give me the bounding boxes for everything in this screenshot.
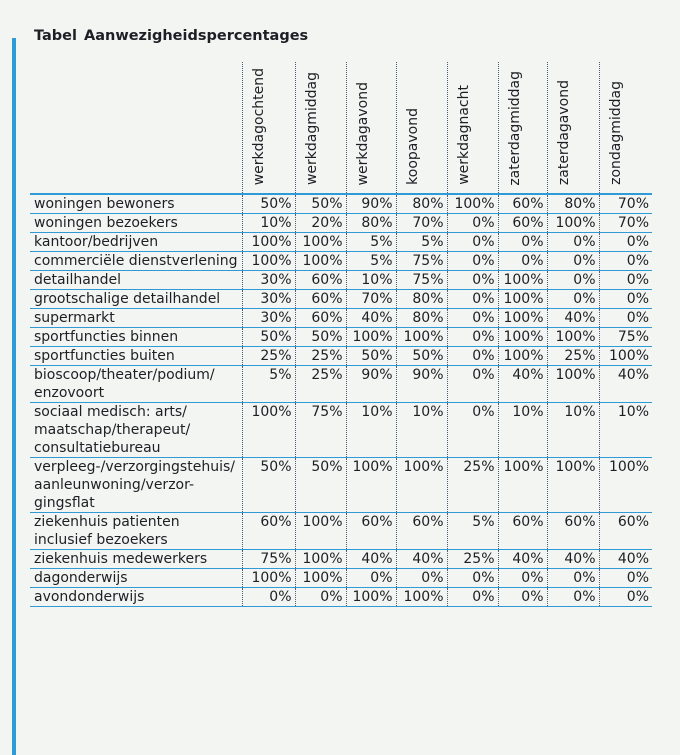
column-header <box>447 62 498 194</box>
table-row <box>30 347 652 366</box>
row-label: ziekenhuis medewerkers <box>30 550 242 569</box>
table-cell: 0% <box>498 233 547 252</box>
table-cell: 100% <box>498 271 547 290</box>
table-cell: 75% <box>396 252 447 271</box>
table-cell: 100% <box>547 458 599 513</box>
table-cell: 100% <box>498 290 547 309</box>
row-label: sociaal medisch: arts/ maatschap/therapeut/ consultatiebureau <box>30 403 242 458</box>
column-header <box>396 62 447 194</box>
table-cell: 0% <box>396 569 447 588</box>
table-row <box>30 214 652 233</box>
column-header-label: werkdagnacht <box>455 85 472 186</box>
table-cell: 100% <box>547 328 599 347</box>
table-cell: 40% <box>547 550 599 569</box>
table-cell: 70% <box>599 194 652 214</box>
table-cell: 0% <box>599 569 652 588</box>
table-row <box>30 194 652 214</box>
table-cell: 60% <box>547 513 599 550</box>
table-cell: 0% <box>346 569 396 588</box>
table-cell: 0% <box>547 569 599 588</box>
table-cell: 40% <box>346 309 396 328</box>
table-title <box>34 28 308 44</box>
table-cell: 0% <box>547 252 599 271</box>
table-cell: 0% <box>599 309 652 328</box>
table-cell: 50% <box>242 458 295 513</box>
table-cell: 60% <box>295 290 346 309</box>
row-label: kantoor/bedrijven <box>30 233 242 252</box>
table-cell: 60% <box>498 214 547 233</box>
table-cell: 10% <box>396 403 447 458</box>
table-cell: 70% <box>396 214 447 233</box>
table-cell: 25% <box>295 347 346 366</box>
row-label: verpleeg-/verzorgingstehuis/ aanleunwoning/verzor- gingsflat <box>30 458 242 513</box>
table-cell: 0% <box>447 271 498 290</box>
table-cell: 100% <box>447 194 498 214</box>
table-cell: 0% <box>599 271 652 290</box>
table-cell: 80% <box>396 309 447 328</box>
column-header <box>242 62 295 194</box>
row-label: supermarkt <box>30 309 242 328</box>
table-cell: 60% <box>346 513 396 550</box>
table-cell: 40% <box>396 550 447 569</box>
table-cell: 10% <box>346 403 396 458</box>
table-cell: 40% <box>498 366 547 403</box>
table-cell: 100% <box>498 458 547 513</box>
column-header-label: werkdagavond <box>354 81 371 186</box>
table-cell: 0% <box>447 328 498 347</box>
table-cell: 100% <box>498 347 547 366</box>
table-cell: 100% <box>346 458 396 513</box>
table-cell: 10% <box>498 403 547 458</box>
row-label: bioscoop/theater/podium/ enzovoort <box>30 366 242 403</box>
table-cell: 5% <box>396 233 447 252</box>
table-cell: 0% <box>547 588 599 607</box>
table-cell: 60% <box>599 513 652 550</box>
table-row <box>30 550 652 569</box>
table-cell: 50% <box>242 194 295 214</box>
attendance-table <box>30 62 652 607</box>
table-row <box>30 252 652 271</box>
table-cell: 50% <box>295 458 346 513</box>
table-cell: 50% <box>295 194 346 214</box>
table-cell: 90% <box>396 366 447 403</box>
column-header <box>599 62 652 194</box>
table-cell: 5% <box>346 233 396 252</box>
table-cell: 80% <box>346 214 396 233</box>
table-cell: 10% <box>346 271 396 290</box>
table-cell: 5% <box>346 252 396 271</box>
table-cell: 80% <box>547 194 599 214</box>
table-cell: 10% <box>547 403 599 458</box>
table-cell: 100% <box>498 328 547 347</box>
table-cell: 100% <box>295 252 346 271</box>
row-label: woningen bezoekers <box>30 214 242 233</box>
table-cell: 30% <box>242 309 295 328</box>
table-cell: 60% <box>295 271 346 290</box>
table-cell: 25% <box>547 347 599 366</box>
table-cell: 100% <box>242 233 295 252</box>
table-cell: 80% <box>396 194 447 214</box>
table-cell: 0% <box>599 233 652 252</box>
table-cell: 10% <box>242 214 295 233</box>
table-cell: 60% <box>498 513 547 550</box>
table-cell: 25% <box>447 458 498 513</box>
table-row <box>30 309 652 328</box>
table-cell: 0% <box>599 290 652 309</box>
table-cell: 0% <box>447 569 498 588</box>
table-cell: 5% <box>447 513 498 550</box>
table-row <box>30 233 652 252</box>
table-cell: 100% <box>599 458 652 513</box>
table-cell: 0% <box>447 214 498 233</box>
table-cell: 100% <box>346 588 396 607</box>
table-cell: 0% <box>447 588 498 607</box>
table-cell: 0% <box>447 403 498 458</box>
column-header-label: werkdagmiddag <box>303 72 320 186</box>
table-row <box>30 403 652 458</box>
column-header-label: zaterdagmiddag <box>506 70 523 186</box>
table-cell: 100% <box>295 569 346 588</box>
row-label: detailhandel <box>30 271 242 290</box>
table-cell: 75% <box>242 550 295 569</box>
table-cell: 0% <box>447 252 498 271</box>
table-cell: 0% <box>447 347 498 366</box>
table-cell: 90% <box>346 194 396 214</box>
table-cell: 25% <box>242 347 295 366</box>
row-label: ziekenhuis patienten inclusief bezoekers <box>30 513 242 550</box>
table-cell: 70% <box>599 214 652 233</box>
table-cell: 0% <box>447 233 498 252</box>
table-cell: 25% <box>447 550 498 569</box>
table-cell: 50% <box>346 347 396 366</box>
table-cell: 80% <box>396 290 447 309</box>
table-cell: 40% <box>599 550 652 569</box>
table-row <box>30 588 652 607</box>
table-cell: 0% <box>547 233 599 252</box>
table-cell: 60% <box>396 513 447 550</box>
table-cell: 60% <box>498 194 547 214</box>
table-cell: 100% <box>396 328 447 347</box>
table-cell: 5% <box>242 366 295 403</box>
table-cell: 90% <box>346 366 396 403</box>
table-cell: 40% <box>599 366 652 403</box>
column-header <box>295 62 346 194</box>
table-cell: 100% <box>547 366 599 403</box>
table-cell: 30% <box>242 290 295 309</box>
table-cell: 20% <box>295 214 346 233</box>
row-label: sportfuncties binnen <box>30 328 242 347</box>
table-cell: 100% <box>242 569 295 588</box>
column-header-label: werkdagochtend <box>250 68 267 186</box>
table-cell: 0% <box>295 588 346 607</box>
row-label: woningen bewoners <box>30 194 242 214</box>
table-cell: 0% <box>599 252 652 271</box>
table-cell: 75% <box>396 271 447 290</box>
table-cell: 100% <box>242 252 295 271</box>
table-cell: 75% <box>295 403 346 458</box>
table-cell: 100% <box>295 233 346 252</box>
table-cell: 100% <box>396 588 447 607</box>
table-cell: 0% <box>498 588 547 607</box>
table-cell: 0% <box>447 290 498 309</box>
column-header <box>547 62 599 194</box>
row-label: grootschalige detailhandel <box>30 290 242 309</box>
column-header-label: koopavond <box>404 108 421 186</box>
table-cell: 25% <box>295 366 346 403</box>
table-cell: 30% <box>242 271 295 290</box>
table-cell: 100% <box>547 214 599 233</box>
table-cell: 0% <box>498 252 547 271</box>
row-label: commerciële dienstverlening <box>30 252 242 271</box>
row-label: dagonderwijs <box>30 569 242 588</box>
table-cell: 100% <box>599 347 652 366</box>
row-label: avondonderwijs <box>30 588 242 607</box>
accent-bar <box>12 38 16 755</box>
table-cell: 50% <box>295 328 346 347</box>
table-cell: 100% <box>242 403 295 458</box>
column-header <box>498 62 547 194</box>
table-row <box>30 513 652 550</box>
table-cell: 0% <box>599 588 652 607</box>
table-cell: 0% <box>498 569 547 588</box>
table-cell: 60% <box>242 513 295 550</box>
table-cell: 100% <box>346 328 396 347</box>
table-cell: 40% <box>547 309 599 328</box>
table-row <box>30 271 652 290</box>
table-cell: 75% <box>599 328 652 347</box>
table-row <box>30 569 652 588</box>
table-row <box>30 458 652 513</box>
column-header-label: zondagmiddag <box>607 81 624 186</box>
table-cell: 50% <box>396 347 447 366</box>
table-cell: 10% <box>599 403 652 458</box>
table-cell: 40% <box>498 550 547 569</box>
table-cell: 0% <box>547 290 599 309</box>
table-cell: 40% <box>346 550 396 569</box>
table-row <box>30 366 652 403</box>
table-cell: 70% <box>346 290 396 309</box>
table-cell: 100% <box>498 309 547 328</box>
row-label: sportfuncties buiten <box>30 347 242 366</box>
table-cell: 100% <box>295 513 346 550</box>
table-cell: 0% <box>242 588 295 607</box>
table-cell: 0% <box>447 366 498 403</box>
header-row <box>30 62 652 194</box>
column-header-label: zaterdagavond <box>555 80 572 186</box>
table-row <box>30 328 652 347</box>
table-cell: 100% <box>396 458 447 513</box>
table-cell: 0% <box>447 309 498 328</box>
table-cell: 60% <box>295 309 346 328</box>
table-title-prefix: Tabel <box>34 28 77 44</box>
table-cell: 100% <box>295 550 346 569</box>
table-cell: 0% <box>547 271 599 290</box>
table-row <box>30 290 652 309</box>
header-label-cell <box>30 62 242 194</box>
table-cell: 50% <box>242 328 295 347</box>
table-title-text: Aanwezigheidspercentages <box>84 28 309 44</box>
column-header <box>346 62 396 194</box>
